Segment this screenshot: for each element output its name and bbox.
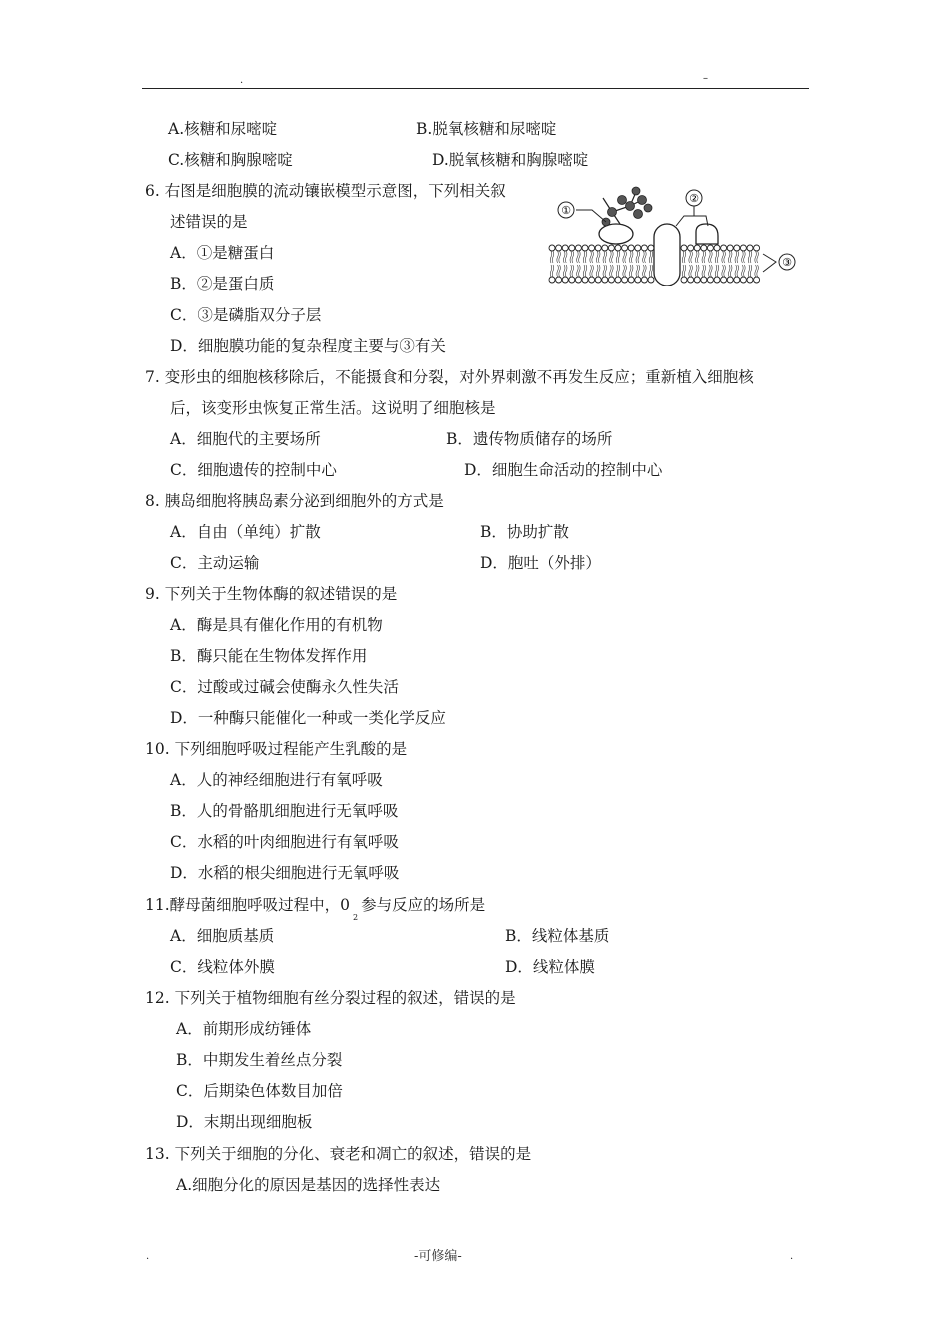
- peripheral-protein-right: [696, 224, 718, 244]
- question-7: 7. 变形虫的细胞核移除后，不能摄食和分裂，对外界刺激不再发生反应；重新植入细胞核: [145, 368, 754, 386]
- option-line: C．后期染色体数目加倍: [176, 1082, 343, 1100]
- option-line: B．②是蛋白质: [170, 275, 275, 293]
- option-line: B.脱氧核糖和尿嘧啶: [416, 120, 557, 138]
- question-13: 13. 下列关于细胞的分化、衰老和凋亡的叙述，错误的是: [145, 1145, 532, 1163]
- option-line: D．胞吐（外排）: [480, 554, 601, 572]
- option-line: B．线粒体基质: [505, 927, 610, 945]
- option-line: D．末期出现细胞板: [176, 1113, 313, 1131]
- option-line: A．酶是具有催化作用的有机物: [170, 616, 383, 634]
- option-line: C．主动运输: [170, 554, 260, 572]
- question-10: 10. 下列细胞呼吸过程能产生乳酸的是: [145, 740, 408, 758]
- option-line: B．酶只能在生物体发挥作用: [170, 647, 368, 665]
- option-line: D.脱氧核糖和胸腺嘧啶: [432, 151, 589, 169]
- option-line: B．协助扩散: [480, 523, 569, 541]
- question-9: 9. 下列关于生物体酶的叙述错误的是: [145, 585, 398, 603]
- option-line: D．细胞膜功能的复杂程度主要与③有关: [170, 337, 446, 355]
- option-line: C．细胞遗传的控制中心: [170, 461, 337, 479]
- question-8: 8. 胰岛细胞将胰岛素分泌到细胞外的方式是: [145, 492, 444, 510]
- option-line: A.核糖和尿嘧啶: [168, 120, 278, 138]
- label-1: ①: [561, 204, 571, 217]
- question-6: 6. 右图是细胞膜的流动镶嵌模型示意图，下列相关叙: [145, 182, 506, 200]
- option-line: C．线粒体外膜: [170, 958, 275, 976]
- question-11-end: 参与反应的场所是: [361, 896, 486, 914]
- o2-subscript: 2: [353, 913, 359, 922]
- option-line: C．过酸或过碱会使酶永久性失活: [170, 678, 399, 696]
- option-line: C．③是磷脂双分子层: [170, 306, 322, 324]
- transmembrane-protein: [654, 224, 680, 286]
- option-line: B．人的骨骼肌细胞进行无氧呼吸: [170, 802, 399, 820]
- peripheral-protein-left: [599, 224, 633, 244]
- option-line: C.核糖和胸腺嘧啶: [168, 151, 293, 169]
- option-line: A．细胞代的主要场所: [170, 430, 321, 448]
- option-line: A．自由（单纯）扩散: [170, 523, 321, 541]
- question-11-text: 11.酵母菌细胞呼吸过程中，0: [145, 896, 351, 914]
- option-line: D．线粒体膜: [505, 958, 595, 976]
- option-line: C．水稻的叶肉细胞进行有氧呼吸: [170, 833, 399, 851]
- question-6-cont: 述错误的是: [170, 213, 248, 231]
- option-line: B．遗传物质储存的场所: [446, 430, 613, 448]
- sugar-hexagons: [602, 187, 652, 226]
- cell-membrane-diagram: [548, 186, 803, 286]
- option-line: D．细胞生命活动的控制中心: [464, 461, 663, 479]
- option-line: D．水稻的根尖细胞进行无氧呼吸: [170, 864, 400, 882]
- label-2: ②: [689, 192, 699, 205]
- footer-left-mark: .: [146, 1251, 150, 1262]
- question-11: [145, 896, 486, 922]
- label-3: ③: [782, 256, 792, 269]
- option-line: A．前期形成纺锤体: [176, 1020, 312, 1038]
- option-line: A．①是糖蛋白: [170, 244, 275, 262]
- header-rule: [142, 88, 809, 89]
- option-line: A．细胞质基质: [170, 927, 275, 945]
- header-right-mark: –: [703, 73, 708, 84]
- option-line: B．中期发生着丝点分裂: [176, 1051, 343, 1069]
- question-7-cont: 后，该变形虫恢复正常生活。这说明了细胞核是: [170, 399, 496, 417]
- option-line: A.细胞分化的原因是基因的选择性表达: [176, 1176, 441, 1194]
- question-12: 12. 下列关于植物细胞有丝分裂过程的叙述，错误的是: [145, 989, 516, 1007]
- footer-center: -可修编-: [414, 1249, 462, 1264]
- header-left-mark: .: [240, 75, 244, 86]
- option-line: D．一种酶只能催化一种或一类化学反应: [170, 709, 446, 727]
- option-line: A．人的神经细胞进行有氧呼吸: [170, 771, 383, 789]
- footer-right-mark: .: [790, 1251, 794, 1262]
